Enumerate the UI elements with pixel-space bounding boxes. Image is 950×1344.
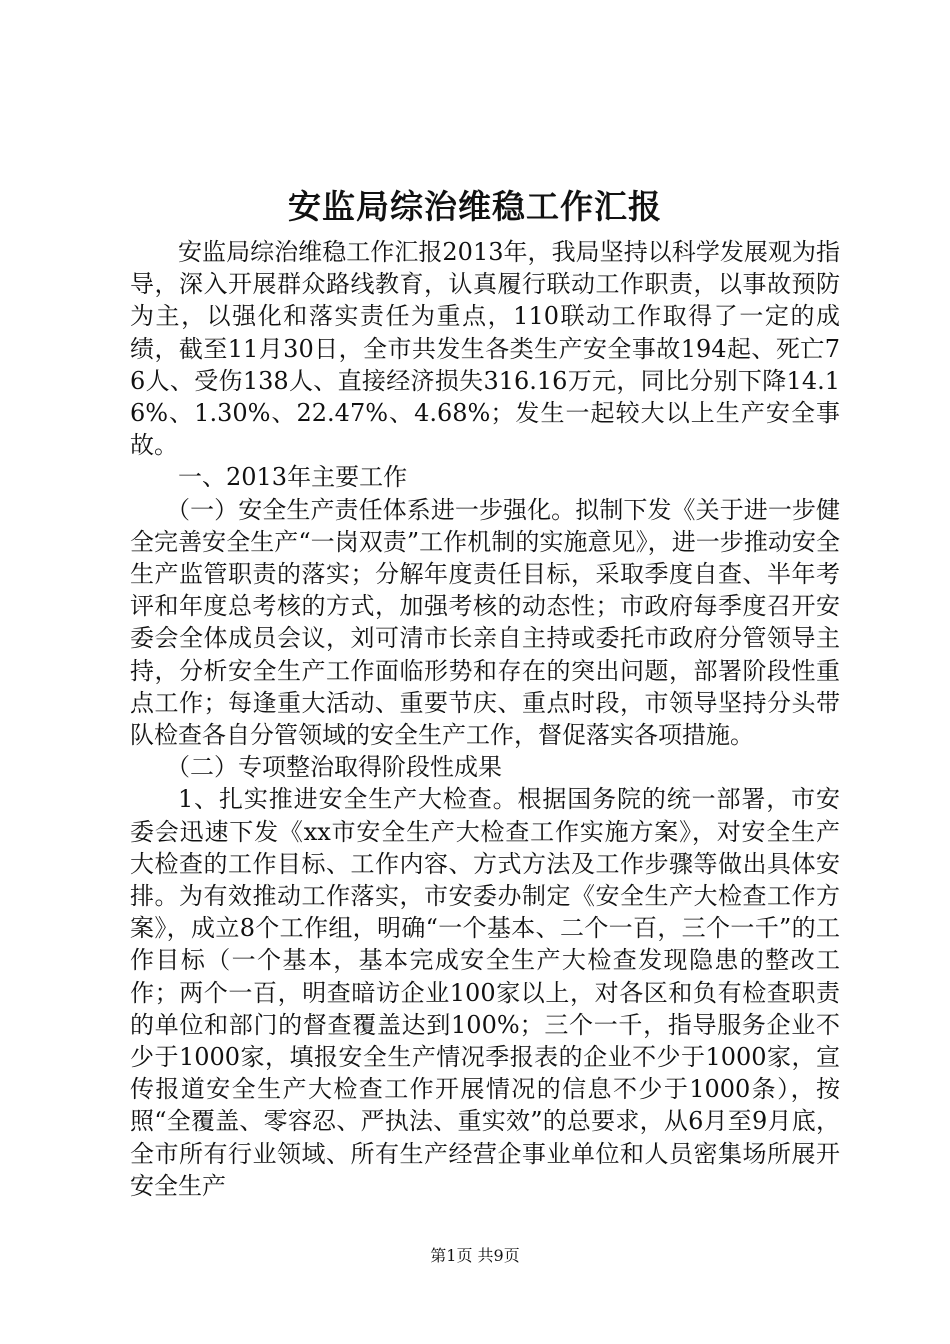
paragraph-intro: 安监局综治维稳工作汇报2013年，我局坚持以科学发展观为指导，深入开展群众路线教育，认真履行联动工作职责，以事故预防为主，以强化和落实责任为重点，110联动工作取得了一定的成绩，截至11月30日，全市共发生各类生产安全事故194起、死亡76人、受伤138人、直接经济损失316.16万元，同比分别下降14.16%、1.30%、22.47%、4.68%；发生一起较大以上生产安全事故。: [130, 238, 840, 460]
document-body: [130, 236, 840, 1202]
page-number-footer: 第1页 共9页: [430, 1246, 520, 1265]
paragraph-safety-inspection: 1、扎实推进安全生产大检查。根据国务院的统一部署，市安委会迅速下发《xx市安全生产大检查工作实施方案》，对安全生产大检查的工作目标、工作内容、方式方法及工作步骤等做出具体安排。为有效推动工作落实，市安委办制定《安全生产大检查工作方案》，成立8个工作组，明确“一个基本、二个一百，三个一千”的工作目标（一个基本，基本完成安全生产大检查发现隐患的整改工作；两个一百，明查暗访企业100家以上，对各区和负有检查职责的单位和部门的督查覆盖达到100%；三个一千，指导服务企业不少于1000家，填报安全生产情况季报表的企业不少于1000家，宣传报道安全生产大检查工作开展情况的信息不少于1000条），按照“全覆盖、零容忍、严执法、重实效”的总要求，从6月至9月底，全市所有行业领域、所有生产经营企事业单位和人员密集场所展开安全生产: [130, 785, 840, 1200]
document-title: 安监局综治维稳工作汇报: [288, 187, 662, 226]
section-heading-special-rectification: （二）专项整治取得阶段性成果: [166, 753, 502, 782]
paragraph-responsibility-system: （一）安全生产责任体系进一步强化。拟制下发《关于进一步健全完善安全生产“一岗双责”工作机制的实施意见》，进一步推动安全生产监管职责的落实；分解年度责任目标，采取季度自查、半年考评和年度总考核的方式，加强考核的动态性；市政府每季度召开安委会全体成员会议，刘可清市长亲自主持或委托市政府分管领导主持，分析安全生产工作面临形势和存在的突出问题，部署阶段性重点工作；每逢重大活动、重要节庆、重点时段，市领导坚持分头带队检查各自分管领域的安全生产工作，督促落实各项措施。: [130, 495, 840, 750]
section-heading-main-work: 一、2013年主要工作: [178, 463, 408, 492]
